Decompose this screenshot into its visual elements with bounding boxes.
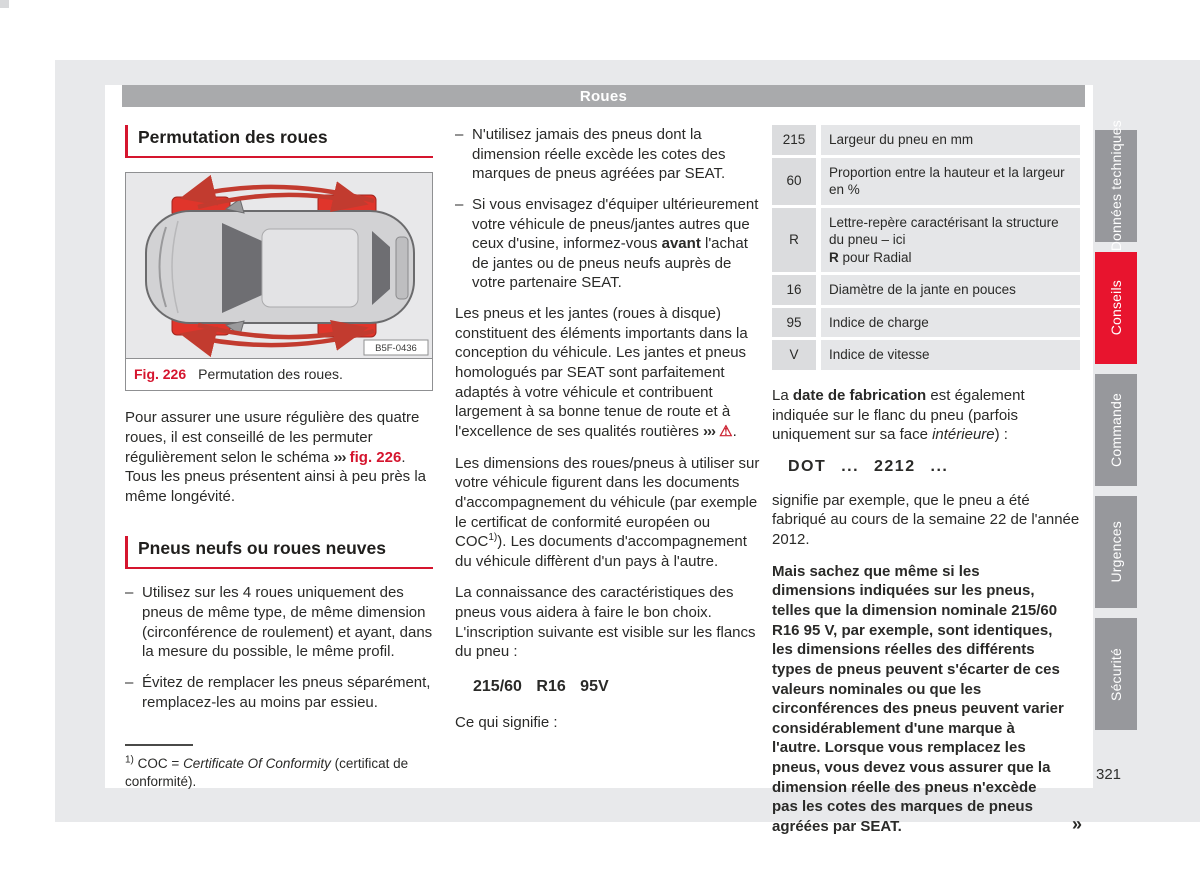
paragraph-text: ) : [994, 426, 1008, 444]
bold-notice-paragraph [772, 562, 1080, 837]
spec-desc-text: Diamètre de la jante en pouces [829, 282, 1016, 298]
spec-desc-text: Indice de vitesse [829, 347, 930, 363]
car-body [146, 199, 414, 335]
spec-code-cell: 16 [772, 275, 816, 305]
continuation-chevron-icon: » [1071, 814, 1082, 835]
footnote-italic-text: Certificate Of Conformity [183, 756, 331, 772]
bullet-dash: – [125, 673, 134, 691]
paragraph-inscription: La connaissance des caractéristiques des pneus vous aidera à faire le bon choix. L'inscription suivante est visible sur les flancs du pneu : [455, 584, 756, 661]
bullet-item [125, 583, 433, 662]
spec-code-cell: 95 [772, 308, 816, 338]
spec-desc-text: Lettre-repère caractérisant la structure du pneu – ici [829, 214, 1063, 248]
column-middle [455, 125, 763, 745]
section-header-bar [122, 85, 1085, 107]
bullet-text: Évitez de remplacer les pneus séparément, remplacez-les au moins par essieu. [142, 673, 431, 711]
spec-desc-cell [821, 158, 1080, 205]
spec-desc-text: pour Radial [838, 249, 912, 265]
footnote-marker: 1) [125, 754, 134, 766]
paragraph-text: Les pneus et les jantes (roues à disque) constituent des éléments importants dans la conception du véhicule. Les jantes et pneus homologués par SEAT sont parfaitement adaptés à votre véhicule et contribuent largement à sa bonne tenue de route et à l'excellence de ses qualités routières [455, 305, 748, 440]
figure-caption-label: Fig. 226 [134, 365, 187, 382]
paragraph-text: ). Les documents d'accompagnement du véhicule diffèrent d'un pays à l'autre. [455, 533, 747, 570]
figure-image [126, 173, 432, 358]
paragraph-rotation-advice [125, 408, 433, 506]
tire-size-code: 215/60 R16 95V [473, 678, 609, 696]
paragraph-signifie: Ce qui signifie : [455, 713, 558, 731]
footnote-text: (certificat de conformité). [125, 756, 409, 790]
tire-spec-table [772, 125, 1080, 370]
tab-label: Commande [1108, 393, 1124, 467]
sidebar-tab-commande [1095, 374, 1137, 486]
dot-manufacture-code: DOT ... 2212 ... [788, 457, 949, 475]
spec-desc-cell [821, 208, 1080, 273]
sidebar-tab-urgences [1095, 496, 1137, 608]
footnote-text: COC = [137, 756, 184, 772]
spec-desc-text: Largeur du pneu en mm [829, 132, 974, 147]
spec-desc-cell [821, 308, 1080, 338]
tab-label: Données techniques [1108, 120, 1124, 252]
footnote [125, 744, 433, 791]
paragraph-text: . Tous les pneus présentent ainsi à peu près la même longévité. [125, 448, 427, 505]
paragraph-fabrication-date [772, 386, 1080, 445]
sidebar-tab-conseils [1095, 252, 1137, 364]
spec-code-cell: 215 [772, 125, 816, 155]
sidebar-tab-donnees-techniques [1095, 120, 1137, 252]
bullet-text: Si vous envisagez d'équiper ultérieurement votre véhicule de pneus/jantes autres que ceux d'usine, informez-vous [472, 195, 759, 253]
figure-code-text: B5F-0436 [375, 342, 417, 354]
spec-desc-cell [821, 125, 1080, 155]
page-title: Roues [579, 87, 628, 105]
paragraph-week-year: signifie par exemple, que le pneu a été fabriqué au cours de la semaine 22 de l'année 2012. [772, 491, 1080, 549]
tab-label: Urgences [1108, 521, 1124, 583]
page-number: 321 [1096, 766, 1122, 783]
footnote-rule [125, 744, 193, 746]
bullet-text: Utilisez sur les 4 roues uniquement des pneus de même type, de même dimension (circonférence de roulement) et ayant, dans la mesure du possible, le même profil. [142, 584, 433, 661]
bullet-text: l'achat de jantes ou de pneus neufs auprès de votre partenaire SEAT. [472, 235, 748, 292]
paragraph-text: Pour assurer une usure régulière des quatre roues, il est conseillé de les permuter régulièrement selon le schéma [125, 409, 420, 466]
reference-chevrons-icon: ››› [333, 448, 346, 466]
tab-label: Conseils [1108, 280, 1124, 336]
paragraph-dimensions-documents [455, 454, 763, 572]
paragraph-tires-importance [455, 304, 763, 441]
warning-triangle-icon: ⚠ [719, 422, 733, 440]
scan-corner-artifact [0, 0, 9, 8]
bold-notice-text: Mais sachez que même si les dimensions indiquées sur les pneus, telles que la dimension nominale 215/60 R16 95 V, par exemple, sont identiques, les dimensions réelles des différents types de pneus peuvent s'écarter de ces valeurs nominales ou que les circonférences des pneus peuvent varier considérablement d'une marque à l'autre. Lorsque vous remplacez les pneus, vous devez vous assurer que la dimension réelle des pneus n'excède pas les cotes des marques de pneus agréées par SEAT. [772, 562, 1064, 836]
car-top-view-illustration [126, 173, 432, 358]
reference-chevrons-icon: ››› [703, 422, 715, 440]
bullet-dash: – [455, 126, 464, 143]
bullet-list [455, 125, 763, 293]
bullet-item [125, 673, 433, 712]
spec-desc-cell [821, 275, 1080, 305]
sidebar-tab-securite [1095, 618, 1137, 730]
paragraph-text: . [732, 422, 737, 440]
spec-code-cell: V [772, 340, 816, 370]
spec-desc-text: Indice de charge [829, 314, 929, 330]
paragraph-text: La [772, 386, 793, 404]
fabrication-italic-text: intérieure [932, 426, 995, 444]
figure-caption [126, 358, 432, 390]
footnote-reference-marker: 1) [488, 532, 498, 544]
spec-desc-text: Proportion entre la hauteur et la largeur en % [829, 164, 1069, 198]
paragraph-text: Les dimensions des roues/pneus à utiliser sur votre véhicule figurent dans les documents d'accompagnement du véhicule (par exemple le certificat de conformité européen ou COC [455, 454, 760, 551]
figure-caption-text: Permutation des roues. [198, 365, 343, 382]
bullet-bold-text: avant [661, 235, 701, 253]
section-heading-pneus-neufs: Pneus neufs ou roues neuves [125, 536, 433, 569]
column-right [772, 125, 1080, 849]
column-left [125, 125, 433, 792]
page-sheet [55, 60, 1200, 836]
fabrication-bold-text: date de fabrication [792, 386, 927, 404]
spec-code-cell: R [772, 208, 816, 273]
spec-desc-bold: R [829, 249, 839, 265]
figure-box [125, 172, 433, 391]
bullet-item [455, 195, 763, 293]
section-heading-permutation: Permutation des roues [125, 125, 433, 158]
paragraph-text: est également indiquée sur le flanc du pneu (parfois uniquement sur sa face [772, 386, 1025, 444]
bullet-item [455, 125, 763, 184]
tab-label: Sécurité [1108, 647, 1124, 701]
spec-desc-cell [821, 340, 1080, 370]
bullet-text: N'utilisez jamais des pneus dont la dimension réelle excède les cotes des marques de pneus agréées par SEAT. [472, 126, 726, 183]
spec-code-cell: 60 [772, 158, 816, 205]
bullet-dash: – [455, 195, 464, 213]
figure-reference: fig. 226 [349, 448, 402, 466]
bullet-dash: – [125, 584, 134, 602]
content-card [105, 85, 1093, 836]
bullet-list [125, 583, 433, 712]
figure-code-label [364, 340, 428, 355]
